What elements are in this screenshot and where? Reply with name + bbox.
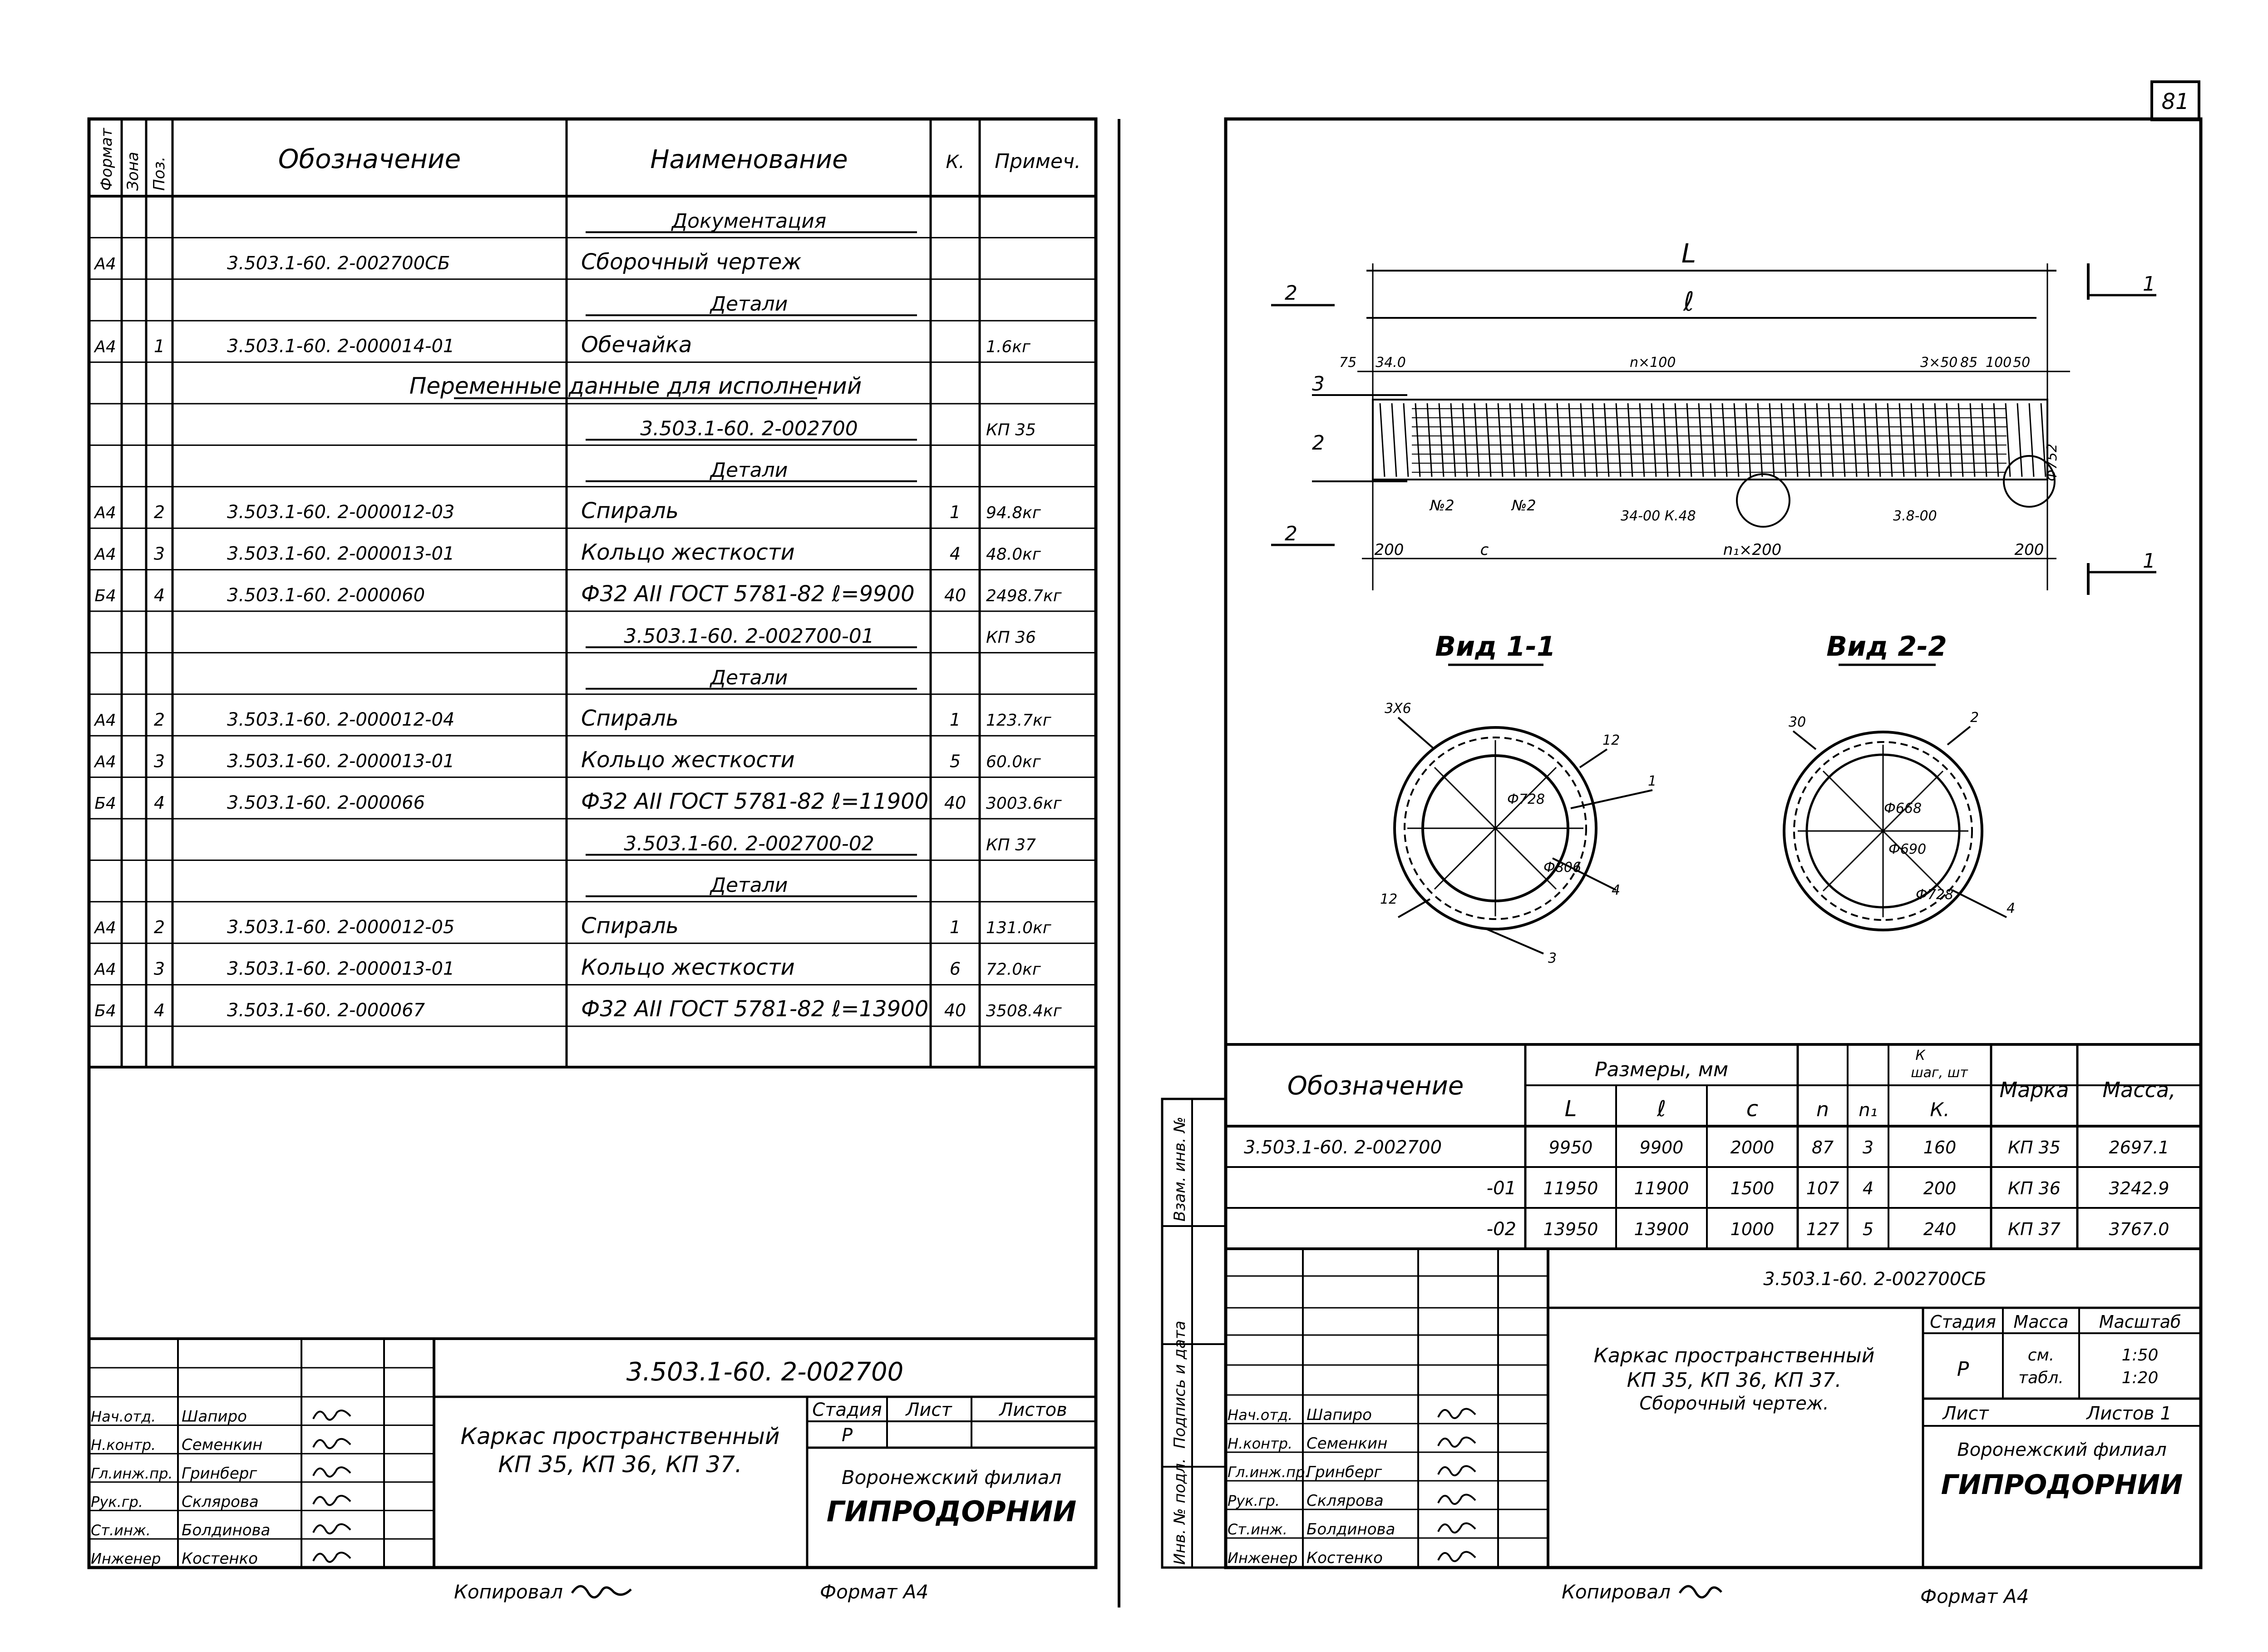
staff-name: Склярова — [1307, 1492, 1384, 1510]
variant-row — [1487, 1219, 2169, 1240]
staff-signature — [1438, 1409, 1475, 1419]
right-doc-code: 3.503.1-60. 2-002700СБ — [1763, 1269, 1987, 1290]
var-header-k-unit: шаг, шт — [1911, 1065, 1968, 1081]
spec-cell-pos: 3 — [153, 544, 165, 564]
bottom-dim: 200 — [1374, 541, 1404, 559]
right-sheet-label: Лист — [1943, 1403, 1989, 1424]
staff-row — [1228, 1406, 1475, 1424]
spec-cell-name: Ф32 АII ГОСТ 5781-82 ℓ=9900 — [581, 581, 915, 607]
spec-cell-qty: 40 — [944, 1000, 966, 1020]
left-footer-copied: Копировал — [454, 1581, 563, 1603]
spec-cell-qty: 40 — [944, 585, 966, 605]
side-label-replace: Взам. инв. № — [1171, 1117, 1189, 1222]
view1-title: Вид 1-1 — [1435, 631, 1556, 663]
right-org-line2: ГИПРОДОРНИИ — [1941, 1469, 2183, 1501]
left-title-code: 3.503.1-60. 2-002700 — [626, 1357, 904, 1387]
spec-cell-qty: 6 — [949, 959, 961, 979]
var-header-dims: Размеры, мм — [1594, 1058, 1729, 1081]
right-footer-format: Формат А4 — [1920, 1585, 2029, 1607]
spec-cell-format: А4 — [94, 960, 116, 979]
spec-cell-name: Детали — [710, 458, 788, 482]
var-header-n1: n₁ — [1859, 1100, 1878, 1121]
variant-row — [1487, 1178, 2169, 1199]
var-header-L: L — [1564, 1096, 1577, 1122]
right-copier-signature — [1680, 1586, 1721, 1598]
staff-role: Рук.гр. — [1228, 1492, 1280, 1509]
spec-cell-qty: 4 — [949, 544, 961, 564]
spec-cell-note: 3508.4кг — [986, 1002, 1062, 1020]
spec-span-heading: Переменные данные для исполнений — [409, 373, 862, 399]
staff-name: Склярова — [182, 1493, 259, 1511]
right-footer-copied: Копировал — [1562, 1581, 1671, 1603]
spec-cell-name: Спираль — [581, 498, 679, 524]
spec-cell-note: КП 37 — [986, 836, 1036, 855]
view1-label: 3 — [1548, 950, 1557, 966]
spec-cell-name: Детали — [710, 666, 788, 689]
pitch-note: 3.8-00 — [1893, 508, 1937, 524]
staff-row — [91, 1521, 350, 1539]
bottom-dimension-labels — [1375, 541, 2044, 559]
staff-name: Гринберг — [1307, 1463, 1382, 1481]
page-number: 81 — [2161, 89, 2189, 114]
spec-cell-note: 48.0кг — [986, 545, 1041, 564]
spec-header-qty: К. — [946, 152, 965, 173]
spec-cell-designation: 3.503.1-60. 2-000012-04 — [227, 709, 455, 731]
spec-cell-name: Спираль — [581, 913, 679, 939]
spec-cell-designation: 3.503.1-60. 2-000066 — [227, 792, 425, 813]
spec-cell-note: 72.0кг — [986, 960, 1041, 979]
spec-header-name: Наименование — [650, 145, 848, 174]
right-title-name-line1: Каркас пространственный — [1593, 1344, 1875, 1367]
left-sheets-label: Листов — [999, 1400, 1067, 1420]
section-view-2 — [1784, 631, 2015, 930]
spec-row — [94, 913, 1052, 939]
variant-mass: 3242.9 — [2109, 1178, 2169, 1198]
spec-cell-name: Детали — [710, 292, 788, 316]
spec-cell-pos: 3 — [153, 751, 165, 772]
side-label-signature: Подпись и дата — [1171, 1321, 1189, 1449]
top-dim: 85 — [1960, 355, 1978, 371]
view2-label: Ф668 — [1884, 801, 1922, 816]
bottom-dim: c — [1480, 541, 1489, 559]
dim-l: ℓ — [1683, 286, 1694, 317]
view2-label: 30 — [1789, 714, 1806, 730]
right-stage-label: Стадия — [1930, 1312, 1996, 1332]
spec-cell-note: 1.6кг — [986, 337, 1030, 356]
spec-cell-note: 94.8кг — [986, 504, 1041, 523]
staff-signature — [313, 1553, 350, 1562]
staff-signature — [313, 1410, 350, 1420]
view1-label: Ф806 — [1543, 860, 1582, 875]
spec-row — [409, 373, 862, 399]
section-mark-2-bottom: 2 — [1285, 522, 1297, 545]
right-mass-line2: табл. — [2018, 1369, 2064, 1387]
staff-signature — [1438, 1552, 1475, 1562]
staff-role: Инженер — [91, 1550, 161, 1568]
spec-header-pos: Поз. — [150, 156, 168, 191]
right-org-line1: Воронежский филиал — [1957, 1439, 2167, 1460]
pos-mark-2: 2 — [1312, 431, 1325, 455]
spec-row — [586, 832, 1036, 855]
left-footer-format: Формат А4 — [820, 1581, 929, 1603]
top-dimension-labels — [1339, 355, 2030, 371]
spec-cell-format: А4 — [94, 545, 116, 564]
spec-row — [94, 789, 1062, 814]
spec-cell-name: 3.503.1-60. 2-002700-02 — [624, 832, 874, 856]
spec-cell-pos: 2 — [153, 917, 165, 938]
spec-cell-format: А4 — [94, 337, 116, 356]
spec-cell-format: Б4 — [94, 1002, 116, 1020]
bottom-dim: n₁×200 — [1723, 541, 1782, 559]
left-org-line1: Воронежский филиал — [841, 1466, 1062, 1489]
variant-n1: 5 — [1862, 1219, 1874, 1239]
var-header-k: К. — [1930, 1098, 1950, 1121]
spec-cell-pos: 4 — [153, 793, 165, 813]
top-dim: 34.0 — [1376, 355, 1406, 371]
spec-row — [586, 624, 1036, 648]
view2-label: Ф728 — [1916, 887, 1954, 903]
left-title-name-line2: КП 35, КП 36, КП 37. — [498, 1451, 742, 1478]
spec-row — [586, 459, 917, 482]
variant-k: 240 — [1923, 1219, 1957, 1239]
spec-cell-note: 3003.6кг — [986, 794, 1062, 813]
left-stage-value: Р — [841, 1425, 853, 1446]
right-drawing-sheet — [1162, 82, 2201, 1607]
staff-signature — [313, 1439, 350, 1449]
spec-cell-format: А4 — [94, 254, 116, 273]
spec-row — [586, 417, 1036, 440]
right-mass-line1: см. — [2027, 1346, 2055, 1365]
variants-table — [1226, 1044, 2201, 1249]
top-dim: 50 — [2013, 355, 2031, 371]
right-stage-value: Р — [1957, 1358, 1969, 1381]
pos-mark-3: 3 — [1312, 372, 1325, 396]
spec-cell-designation: 3.503.1-60. 2-000014-01 — [227, 336, 455, 357]
specification-table — [94, 209, 1062, 1022]
staff-role: Н.контр. — [1228, 1435, 1293, 1452]
spec-cell-name: Кольцо жесткости — [581, 955, 795, 980]
spec-cell-name: 3.503.1-60. 2-002700 — [640, 417, 858, 440]
spacing-note: 34-00 К.48 — [1621, 508, 1696, 524]
right-scale-line2: 1:20 — [2121, 1369, 2159, 1387]
staff-row — [1228, 1434, 1475, 1453]
variant-n: 107 — [1806, 1178, 1839, 1198]
variant-c: 1500 — [1730, 1178, 1775, 1198]
spec-cell-pos: 2 — [153, 710, 165, 730]
staff-name: Болдинова — [182, 1521, 271, 1539]
spec-row — [94, 706, 1052, 731]
staff-row — [1228, 1549, 1475, 1567]
spec-cell-name: Ф32 АII ГОСТ 5781-82 ℓ=13900 — [581, 996, 929, 1022]
section-view-1 — [1380, 631, 1657, 966]
staff-signature — [313, 1467, 350, 1477]
spec-cell-format: А4 — [94, 504, 116, 523]
spec-cell-note: 2498.7кг — [986, 587, 1062, 605]
spec-cell-pos: 2 — [153, 502, 165, 523]
variant-designation: -01 — [1486, 1178, 1516, 1199]
left-title-block — [89, 1339, 1096, 1568]
view2-label: 4 — [2007, 900, 2016, 916]
top-dim: 100 — [1986, 355, 2012, 371]
note-n2-b: №2 — [1512, 497, 1536, 514]
side-label-inventory: Инв. № подл. — [1171, 1458, 1189, 1565]
spec-cell-qty: 1 — [949, 917, 961, 938]
spec-cell-name: Документация — [671, 209, 827, 233]
spec-header-designation: Обозначение — [278, 143, 461, 174]
variant-n1: 4 — [1862, 1178, 1874, 1198]
spec-cell-pos: 4 — [153, 585, 165, 605]
left-specification-sheet — [89, 119, 1096, 1603]
variant-n: 127 — [1806, 1219, 1839, 1239]
spec-cell-format: Б4 — [94, 587, 116, 605]
right-staff-list — [1228, 1406, 1475, 1567]
staff-name: Костенко — [182, 1549, 258, 1568]
spec-cell-name: Сборочный чертеж — [581, 249, 802, 275]
section-mark-1-top: 1 — [2143, 272, 2155, 296]
staff-role: Ст.инж. — [1228, 1521, 1287, 1538]
staff-name: Шапиро — [182, 1407, 247, 1426]
spec-cell-name: 3.503.1-60. 2-002700-01 — [624, 624, 874, 648]
spec-cell-name: Детали — [710, 873, 788, 897]
top-dim: 75 — [1339, 355, 1357, 371]
staff-name: Семенкин — [182, 1436, 263, 1454]
note-n2-a: №2 — [1430, 497, 1454, 514]
staff-role: Инженер — [1228, 1549, 1298, 1567]
spec-cell-name: Ф32 АII ГОСТ 5781-82 ℓ=11900 — [581, 789, 929, 814]
left-org-line2: ГИПРОДОРНИИ — [826, 1495, 1077, 1528]
spec-cell-designation: 3.503.1-60. 2-000067 — [227, 1000, 425, 1021]
spec-cell-qty: 1 — [949, 710, 961, 730]
staff-signature — [1438, 1466, 1475, 1476]
staff-row — [1228, 1463, 1475, 1481]
staff-row — [91, 1436, 350, 1454]
spec-cell-pos: 1 — [153, 336, 165, 356]
staff-row — [91, 1408, 350, 1426]
variant-l: 11900 — [1634, 1178, 1689, 1198]
variant-L: 13950 — [1543, 1219, 1598, 1239]
staff-row — [91, 1550, 350, 1568]
variant-mark: КП 37 — [2008, 1219, 2061, 1239]
staff-role: Гл.инж.пр. — [1228, 1464, 1310, 1481]
staff-row — [91, 1464, 350, 1483]
side-stamp-strip — [1162, 1099, 1226, 1568]
variant-c: 2000 — [1730, 1138, 1775, 1157]
spec-cell-qty: 40 — [944, 793, 966, 813]
staff-signature — [313, 1496, 350, 1505]
staff-role: Рук.гр. — [91, 1493, 143, 1511]
spec-cell-format: Б4 — [94, 794, 116, 813]
left-title-name-line1: Каркас пространственный — [460, 1423, 780, 1449]
left-stage-label: Стадия — [812, 1400, 882, 1420]
var-header-c: c — [1746, 1096, 1759, 1122]
spec-cell-designation: 3.503.1-60. 2-002700СБ — [227, 252, 450, 274]
staff-signature — [313, 1524, 350, 1534]
staff-row — [1228, 1520, 1475, 1538]
spec-cell-qty: 5 — [949, 751, 961, 772]
right-title-name-line2: КП 35, КП 36, КП 37. — [1627, 1369, 1842, 1392]
variant-mass: 3767.0 — [2109, 1219, 2169, 1239]
spec-cell-qty: 1 — [949, 502, 961, 523]
spec-cell-name: Спираль — [581, 706, 679, 732]
variant-mark: КП 36 — [2008, 1178, 2061, 1198]
bottom-dim: 200 — [2014, 541, 2044, 559]
view1-label: 12 — [1602, 732, 1620, 748]
staff-name: Семенкин — [1307, 1434, 1388, 1453]
staff-name: Болдинова — [1307, 1520, 1395, 1538]
staff-signature — [1438, 1523, 1475, 1533]
spec-cell-name: Кольцо жесткости — [581, 747, 795, 773]
staff-role: Гл.инж.пр. — [91, 1464, 173, 1482]
var-header-mark: Марка — [1999, 1078, 2069, 1102]
view2-title: Вид 2-2 — [1826, 631, 1947, 663]
staff-signature — [1438, 1438, 1475, 1447]
variant-n1: 3 — [1862, 1138, 1874, 1157]
note-dia752: Ф752 — [2044, 443, 2060, 481]
variant-designation: 3.503.1-60. 2-002700 — [1244, 1137, 1442, 1158]
var-header-k-top: К — [1915, 1048, 1925, 1063]
variant-mark: КП 35 — [2008, 1138, 2061, 1157]
staff-signature — [1438, 1495, 1475, 1504]
view1-label: Ф728 — [1507, 791, 1545, 807]
view1-label: 1 — [1648, 773, 1657, 789]
cage-mesh — [1380, 403, 2046, 477]
right-mass-label: Масса — [2013, 1312, 2069, 1332]
left-sheet-label: Лист — [906, 1400, 952, 1420]
spec-cell-format: А4 — [94, 752, 116, 772]
dim-L: L — [1681, 238, 1696, 269]
staff-row — [91, 1493, 350, 1511]
spec-row — [94, 249, 801, 275]
staff-role: Н.контр. — [91, 1436, 156, 1454]
var-header-l: ℓ — [1657, 1096, 1666, 1122]
spec-row — [586, 666, 917, 689]
spec-cell-format: А4 — [94, 711, 116, 730]
spec-row — [94, 332, 1031, 358]
top-dim: 3×50 — [1920, 355, 1958, 371]
variant-l: 9900 — [1639, 1138, 1684, 1157]
spec-cell-name: Обечайка — [581, 332, 692, 358]
spec-cell-note: КП 35 — [986, 420, 1036, 440]
spec-cell-note: 60.0кг — [986, 752, 1041, 772]
spec-header-format: Формат — [98, 128, 116, 191]
staff-role: Нач.отд. — [1228, 1406, 1293, 1424]
variant-designation: -02 — [1486, 1219, 1516, 1240]
variant-k: 160 — [1923, 1138, 1957, 1157]
left-copier-signature — [572, 1586, 631, 1598]
spec-cell-designation: 3.503.1-60. 2-000012-05 — [227, 917, 455, 938]
spec-row — [94, 581, 1062, 607]
section-mark-1-bottom: 1 — [2143, 549, 2155, 573]
variant-l: 13900 — [1634, 1219, 1689, 1239]
var-header-n: n — [1816, 1098, 1829, 1121]
staff-role: Ст.инж. — [91, 1522, 151, 1539]
variant-c: 1000 — [1730, 1219, 1775, 1239]
var-header-mass: Масса, — [2102, 1078, 2176, 1102]
staff-row — [1228, 1492, 1475, 1510]
staff-name: Гринберг — [182, 1464, 257, 1483]
staff-name: Шапиро — [1307, 1406, 1372, 1424]
spec-row — [586, 874, 917, 897]
spec-header-note: Примеч. — [995, 150, 1081, 173]
variant-L: 11950 — [1543, 1178, 1598, 1198]
spec-row — [586, 209, 917, 232]
view1-label: 4 — [1612, 882, 1621, 898]
var-header-designation: Обозначение — [1287, 1071, 1464, 1101]
variant-k: 200 — [1923, 1178, 1957, 1198]
view1-label: 12 — [1380, 891, 1398, 907]
spec-cell-designation: 3.503.1-60. 2-000013-01 — [227, 751, 455, 772]
variant-L: 9950 — [1548, 1138, 1593, 1157]
spec-cell-name: Кольцо жесткости — [581, 539, 795, 565]
spec-cell-note: 123.7кг — [986, 711, 1051, 730]
right-sheets-label: Листов 1 — [2086, 1403, 2172, 1424]
top-dim: n×100 — [1630, 355, 1676, 371]
staff-name: Костенко — [1307, 1549, 1383, 1567]
right-title-name-line3: Сборочный чертеж. — [1639, 1393, 1829, 1414]
spec-cell-designation: 3.503.1-60. 2-000060 — [227, 585, 425, 606]
view2-label: 2 — [1970, 710, 1979, 726]
right-scale-label: Масштаб — [2099, 1312, 2181, 1332]
variant-n: 87 — [1811, 1138, 1834, 1157]
spec-cell-designation: 3.503.1-60. 2-000013-01 — [227, 543, 455, 564]
spec-row — [94, 996, 1062, 1022]
right-scale-line1: 1:50 — [2121, 1346, 2159, 1365]
spec-cell-designation: 3.503.1-60. 2-000013-01 — [227, 958, 455, 979]
spec-cell-pos: 3 — [153, 959, 165, 979]
view1-label: 3Х6 — [1385, 701, 1411, 717]
spec-cell-designation: 3.503.1-60. 2-000012-03 — [227, 502, 455, 523]
spec-cell-note: 131.0кг — [986, 919, 1051, 938]
section-mark-2-top: 2 — [1285, 282, 1297, 305]
staff-role: Нач.отд. — [91, 1408, 156, 1425]
spec-cell-pos: 4 — [153, 1000, 165, 1020]
spec-header-zone: Зона — [124, 152, 142, 191]
right-title-block — [1226, 1249, 2201, 1568]
spec-cell-format: А4 — [94, 919, 116, 938]
spec-row — [586, 292, 917, 316]
variant-mass: 2697.1 — [2109, 1138, 2169, 1157]
spec-cell-note: КП 36 — [986, 628, 1036, 647]
frame-elevation — [1271, 238, 2156, 595]
view2-label: Ф690 — [1888, 841, 1927, 857]
left-staff-list — [91, 1408, 350, 1568]
